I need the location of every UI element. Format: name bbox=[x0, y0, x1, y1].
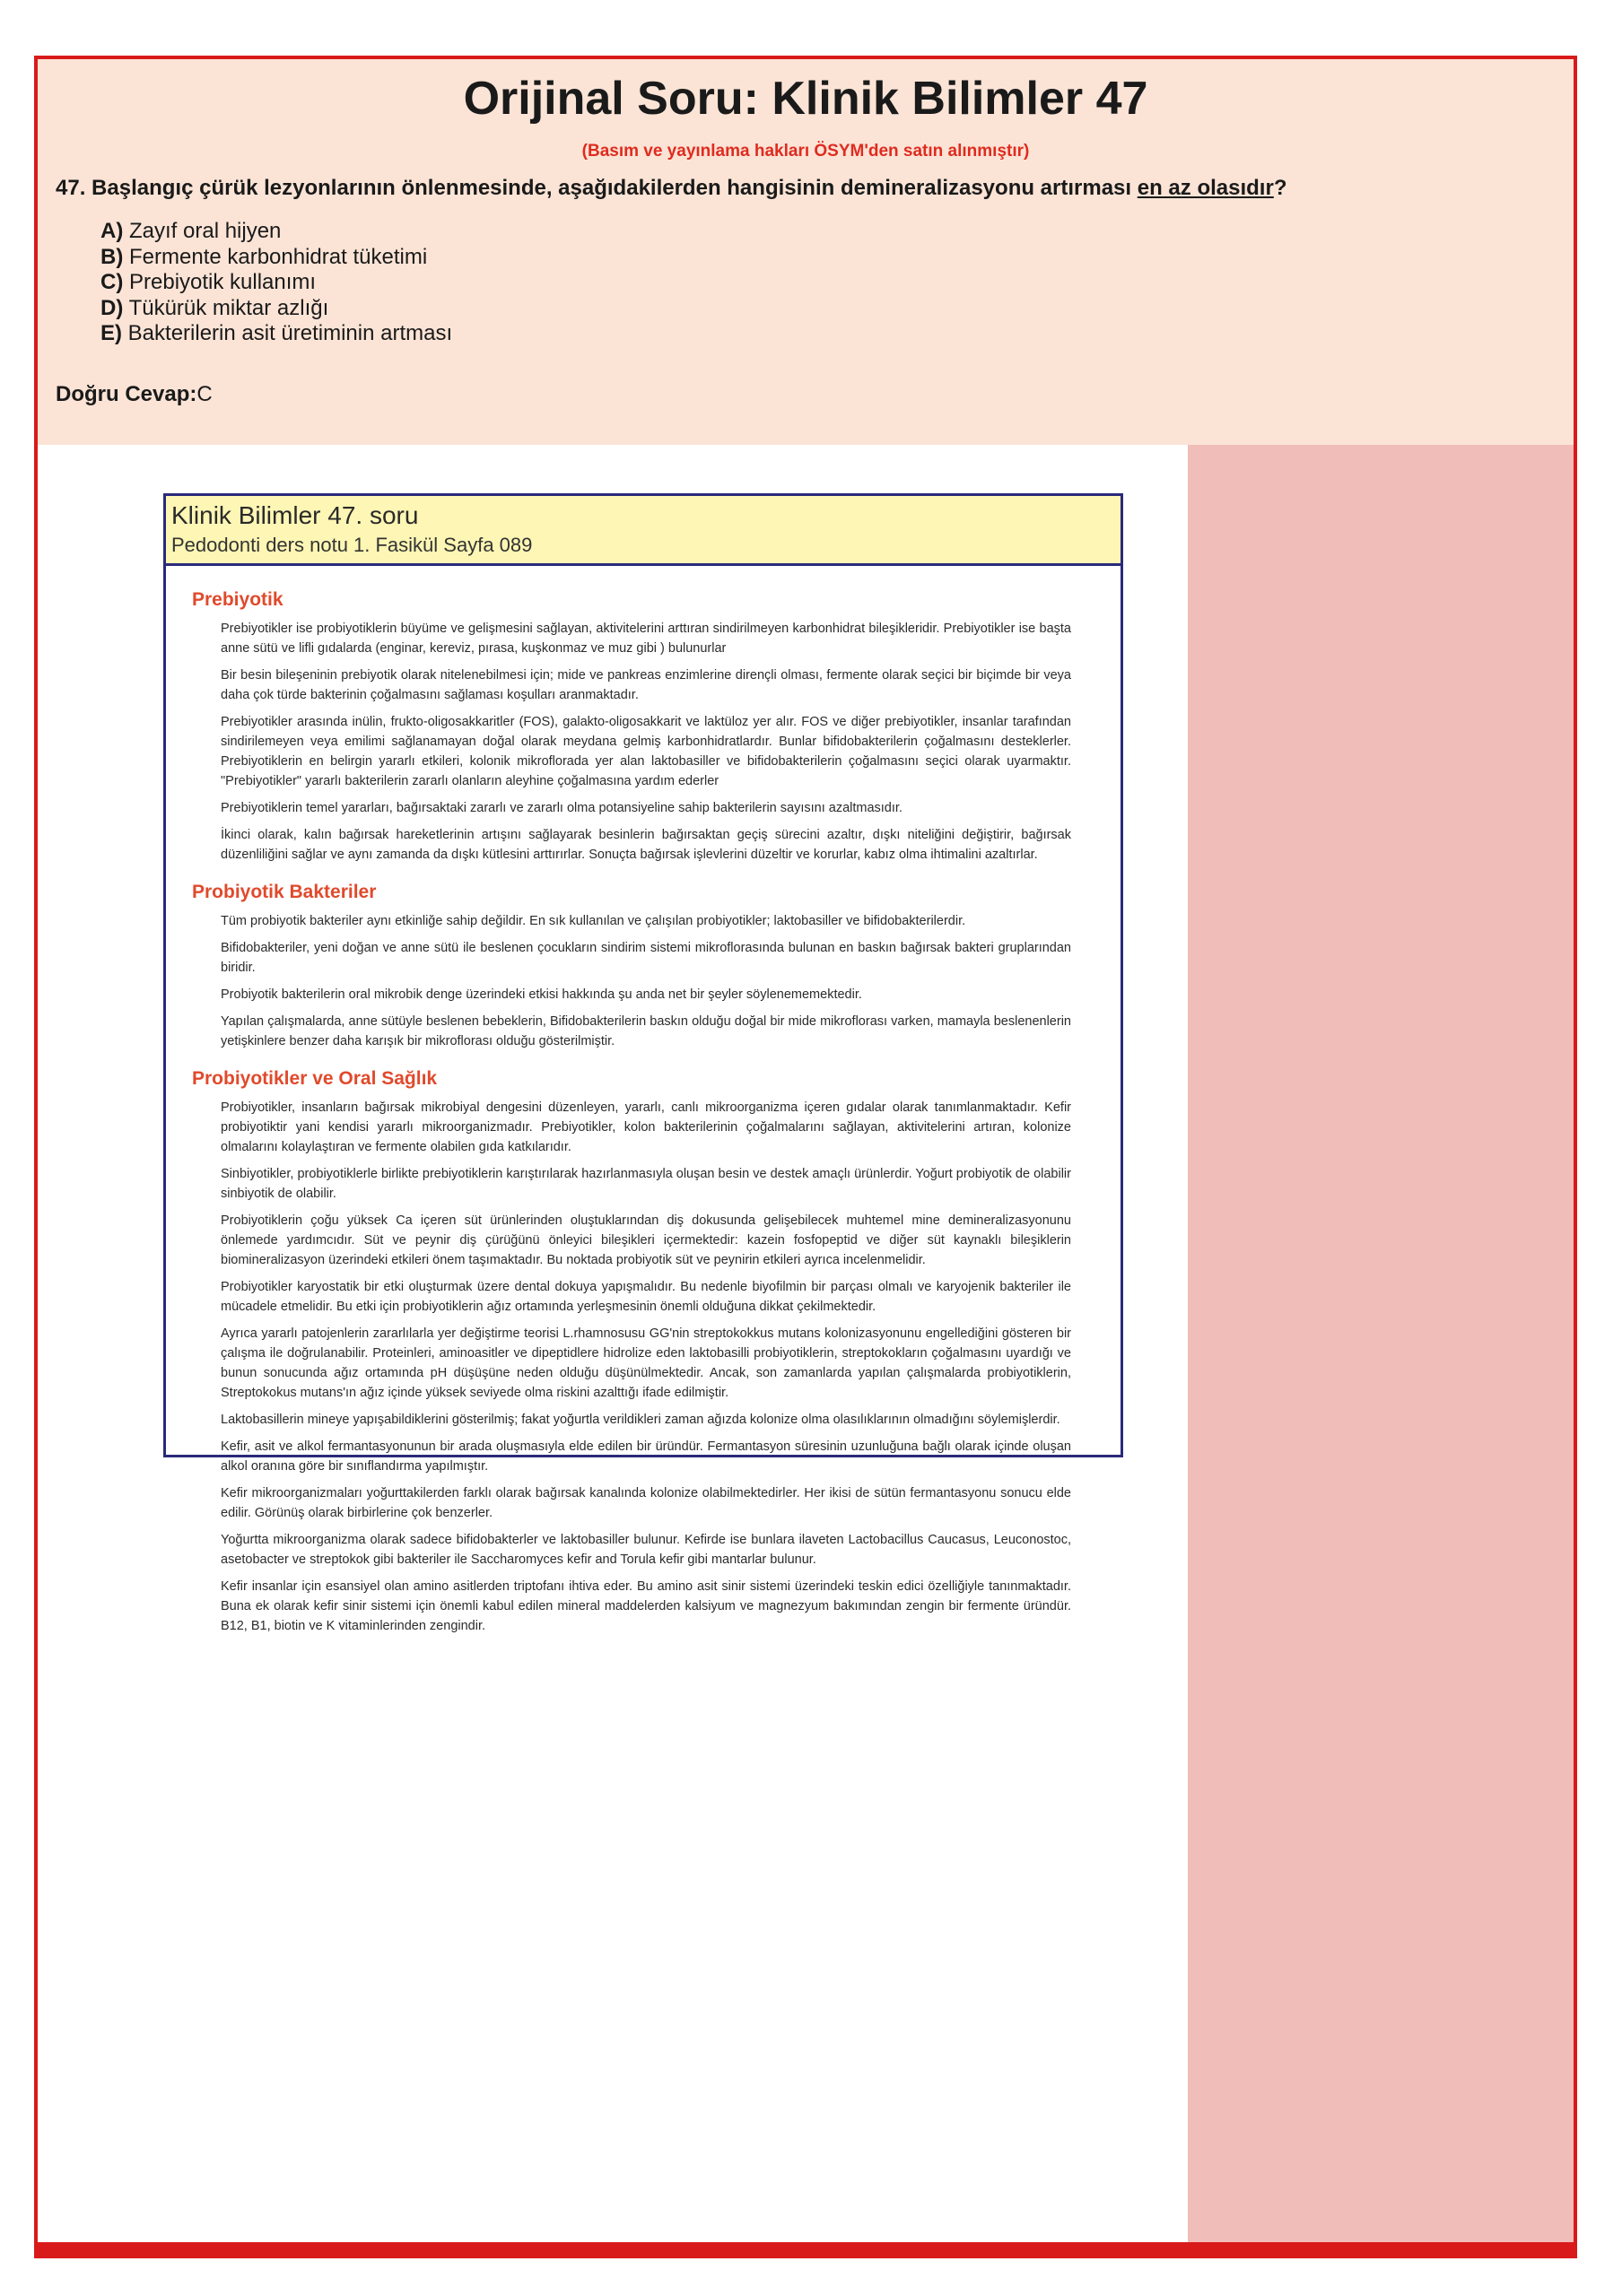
paragraph: Probiyotikler karyostatik bir etki oluşturmak üzere dental dokuya yapışmalıdır. Bu nedenle biyofilmin bir parçası olmalı ve karyojenik bakteriler ile mücadele etmelidir. Bu etki için probiyotiklerin ağız ortamında yerleşmesinin önemli olduğuna dikkat çekilmektedir. bbox=[221, 1280, 1071, 1314]
paragraph: Prebiyotikler arasında inülin, frukto-oligosakkaritler (FOS), galakto-oligosakkarit ve laktüloz yer alır. FOS ve diğer prebiyotikler, insanlar tarafından sindirilemeyen veya emilimi sağlanamayan doğal olarak meydana gelmiş karbonhidratlardır. Bunlar bifidobakterilerin çoğalmasını desteklerler. Prebiyotiklerin en belirgin yararlı etkileri, kolonik mikroflorada yer alan laktobasiller ve bifidobakterilerin çoğalmasını seçici olarak uyarmaktır. "Prebiyotikler" yararlı bakterilerin zararlı olanların aleyhine çoğalmasına yardım ederler bbox=[221, 715, 1071, 788]
option-c: C) Prebiyotik kullanımı bbox=[100, 270, 317, 294]
page-title: Orijinal Soru: Klinik Bilimler 47 bbox=[463, 73, 1148, 125]
paragraph: Probiyotik bakterilerin oral mikrobik denge üzerindeki etkisi hakkında şu anda net bir şeyler söylenememektedir. bbox=[221, 987, 862, 1002]
correct-answer: Doğru Cevap:C bbox=[56, 382, 213, 406]
paragraph: Probiyotiklerin çoğu yüksek Ca içeren süt ürünlerinden oluştuklarından diş dokusunda gelişebilecek muhtemel mine demineralizasyonunu önlemede yardımcıdır. Süt ve peynir diş çürüğünü önleyici bileşikleri içermektedir: kazein fosfopeptid ve diğer süt kaynaklı bileşiklerin biomineralizasyon üzerindeki etkileri önem taşımaktadır. Bu noktada probiyotik süt ve peynirin etkileri ayrıca incelenmelidir. bbox=[221, 1213, 1071, 1267]
paragraph: Yoğurtta mikroorganizma olarak sadece bifidobakterler ve laktobasiller bulunur. Kefirde ise bunlara ilaveten Lactobacillus Caucasus, Leuconostoc, asetobacter ve streptokok gibi bakteriler ile Saccharomyces kefir and Torula kefir gibi mantarlar bulunur. bbox=[221, 1533, 1071, 1567]
option-e: E) Bakterilerin asit üretiminin artması bbox=[100, 321, 453, 345]
paragraph: Prebiyotiklerin temel yararları, bağırsaktaki zararlı ve zararlı olma potansiyeline sahip bakterilerin sayısını azaltmasıdır. bbox=[221, 801, 903, 815]
paragraph: Kefir mikroorganizmaları yoğurttakilerden farklı olarak bağırsak kanalında kolonize olabilmektedirler. Her ikisi de sütün fermantasyonu sonucu elde edilir. Görünüş olarak birbirlerine çok benzerler. bbox=[221, 1486, 1071, 1520]
page-frame bbox=[34, 56, 1577, 2258]
paragraph: Kefir insanlar için esansiyel olan amino asitlerden triptofanı ihtiva eder. Bu amino asit sinir sistemi üzerindeki teskin edici özelliğiyle tanınmaktadır. Buna ek olarak kefir sinir sistemi için önemli kabul edilen mineral maddelerden kalsiyum ve magnezyum bakımından zengin bir fermente üründür. B12, B1, biotin ve K vitaminlerinden zengindir. bbox=[221, 1579, 1071, 1633]
option-b: B) Fermente karbonhidrat tüketimi bbox=[100, 244, 428, 269]
paragraph: Bifidobakteriler, yeni doğan ve anne sütü ile beslenen çocukların sindirim sistemi mikroflorasında bulunan en baskın bağırsak bakteri gruplarından biridir. bbox=[221, 941, 1071, 975]
question-emphasis: en az olasıdır bbox=[1137, 176, 1274, 200]
paragraph: Laktobasillerin mineye yapışabildiklerini gösterilmiş; fakat yoğurtla verildikleri zaman ağızda kolonize olma olasılıklarının olmadığını söylemişlerdir. bbox=[221, 1413, 1060, 1427]
paragraph: İkinci olarak, kalın bağırsak hareketlerinin artışını sağlayarak besinlerin bağırsaktan geçiş sürecini azaltır, dışkı niteliğini değiştirir, bağırsak düzenliliğini sağlar ve aynı zamanda da dışkı kütlesini arttırırlar. Sonuçta bağırsak işlevlerini düzeltir ve korurlar, kabız olma ihtimalini azaltırlar. bbox=[221, 828, 1071, 862]
paragraph: Bir besin bileşeninin prebiyotik olarak nitelenebilmesi için; mide ve pankreas enzimlerine dirençli olması, fermente olarak seçici bir biçimde bir veya daha çok türde bakterinin çoğalmasını sağlaması koşulları aranmaktadır. bbox=[221, 668, 1071, 702]
paragraph: Tüm probiyotik bakteriler aynı etkinliğe sahip değildir. En sık kullanılan ve çalışılan probiyotikler; laktobasiller ve bifidobakterilerdir. bbox=[221, 914, 966, 928]
side-panel bbox=[1188, 445, 1574, 2242]
question-panel bbox=[38, 59, 1574, 445]
correct-answer-value: C bbox=[196, 382, 213, 406]
source-page: Pedodonti ders notu 1. Fasikül Sayfa 089 bbox=[171, 534, 533, 556]
section-heading-probiyotikler-ve-oral-saglik: Probiyotikler ve Oral Sağlık bbox=[192, 1068, 438, 1089]
answer-options bbox=[100, 219, 452, 347]
section-heading-prebiyotik: Prebiyotik bbox=[192, 589, 283, 610]
paragraph: Kefir, asit ve alkol fermantasyonunun bir arada oluşmasıyla elde edilen bir üründür. Fermantasyon süresinin uzunluğuna bağlı olarak içinde oluşan alkol oranına göre bir sınıflandırma yapılmıştır. bbox=[221, 1439, 1071, 1474]
paragraph: Ayrıca yararlı patojenlerin zararlılarla yer değiştirme teorisi L.rhamnosusu GG'nin streptokokkus mutans kolonizasyonunu engellediğini gösteren bir çalışma ile doğrulanabilir. Proteinleri, aminoasitler ve dipeptidlere hidrolize eden laktobasilli probiyotiklerin, streptokokların çoğalmasını uyardığı ve bunun sonucunda ağız ortamında pH düşüşüne neden olduğu düşünülmektedir. Ancak, son zamanlarda yapılan çalışmalarda probiyotiklerin, Streptokokus mutans'ın ağız içinde yüksek seviyede olma riskini azalttığı ifade edilmiştir. bbox=[221, 1326, 1071, 1400]
question-mark: ? bbox=[1273, 176, 1287, 200]
question-stem: Başlangıç çürük lezyonlarının önlenmesinde, aşağıdakilerden hangisinin demineralizasyonu artırması bbox=[92, 176, 1132, 200]
source-reference-box bbox=[163, 493, 1123, 1457]
copyright-notice: (Basım ve yayınlama hakları ÖSYM'den satın alınmıştır) bbox=[581, 142, 1030, 161]
paragraph: Sinbiyotikler, probiyotiklerle birlikte prebiyotiklerin karıştırılarak hazırlanmasıyla oluşan besin ve destek amaçlı ürünlerdir. Yoğurt probiyotik de olabilir sinbiyotik de olabilir. bbox=[221, 1167, 1071, 1201]
section-heading-probiyotik-bakteriler: Probiyotik Bakteriler bbox=[192, 882, 377, 902]
paragraph: Probiyotikler, insanların bağırsak mikrobiyal dengesini düzenleyen, yararlı, canlı mikroorganizma içeren gıdalar olarak tanımlanmaktadır. Kefir probiyotiktir yani kendisi yararlı mikroorganizmadır. Prebiyotikler, kolon bakterilerinin çoğalmalarını sağlayan, aktivitelerini artıran, kolonize olmalarını kolaylaştıran ve fermente olabilen gıda katkılarıdır. bbox=[221, 1100, 1071, 1154]
option-d: D) Tükürük miktar azlığı bbox=[100, 295, 329, 320]
source-title: Klinik Bilimler 47. soru bbox=[171, 501, 419, 529]
question-text bbox=[56, 176, 1286, 201]
option-a: A) Zayıf oral hijyen bbox=[100, 219, 282, 243]
paragraph: Yapılan çalışmalarda, anne sütüyle beslenen bebeklerin, Bifidobakterilerin baskın olduğu doğal bir mide mikroflorası varken, mamayla beslenenlerin yetişkinlere benzer daha karışık bir mikroflorası olduğu gösterilmiştir. bbox=[221, 1014, 1071, 1048]
paragraph: Prebiyotikler ise probiyotiklerin büyüme ve gelişmesini sağlayan, aktivitelerini arttıran sindirilmeyen karbonhidrat bileşikleridir. Prebiyotikler ise başta anne sütü ve lifli gıdalarda (enginar, kereviz, pırasa, kuşkonmaz ve muz gibi ) bulunurlar bbox=[221, 622, 1071, 656]
question-number: 47. bbox=[56, 176, 86, 200]
source-reference-header bbox=[166, 496, 1121, 566]
